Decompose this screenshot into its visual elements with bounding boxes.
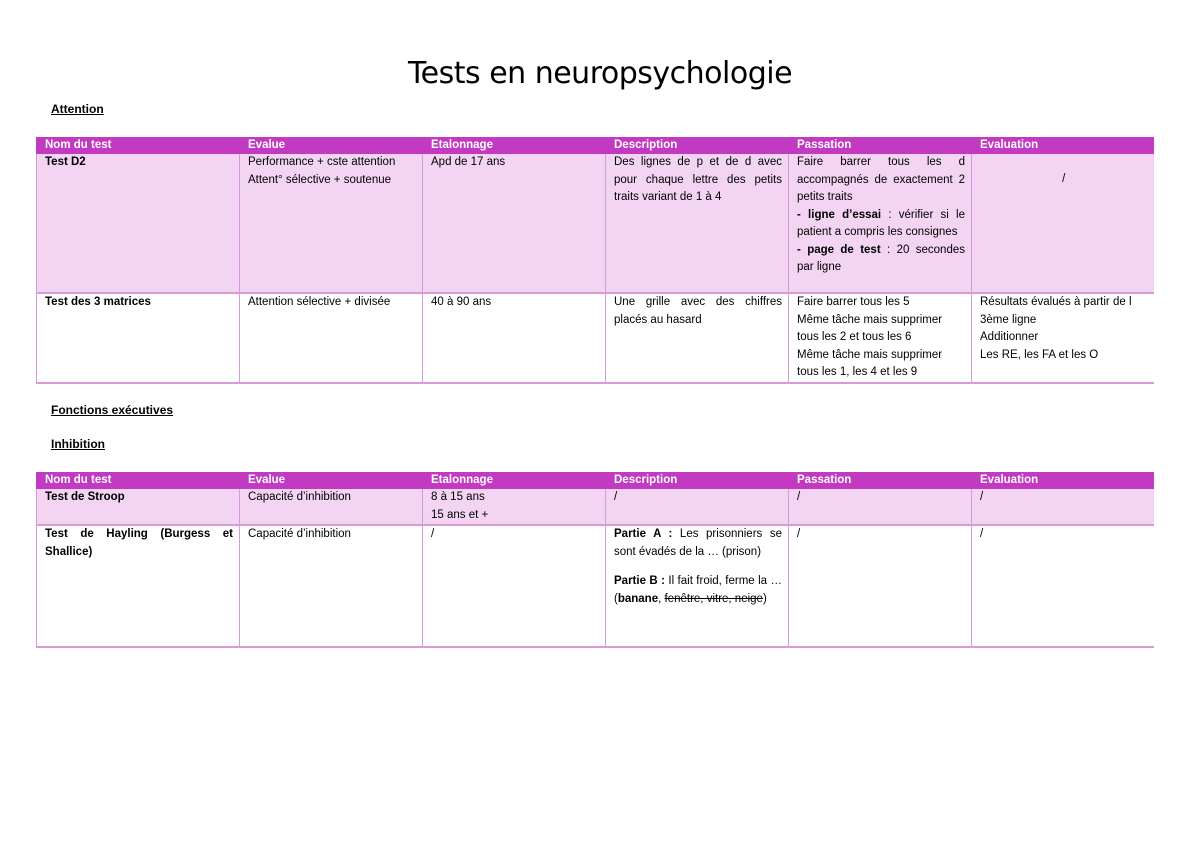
column-header: Description <box>606 137 789 154</box>
page-title: Tests en neuropsychologie <box>407 56 793 91</box>
cell-label: - page de test <box>797 243 881 256</box>
column-header: Description <box>606 472 789 489</box>
cell-line: Les RE, les FA et les O <box>980 348 1099 361</box>
etalonnage-cell: 40 à 90 ans <box>423 293 606 383</box>
test-name-cell: Test D2 <box>37 154 240 293</box>
column-header: Evalue <box>240 472 423 489</box>
passation-cell <box>789 154 972 293</box>
description-cell <box>606 525 789 647</box>
cell-line <box>797 242 965 277</box>
etalonnage-cell <box>423 489 606 525</box>
column-header: Etalonnage <box>423 472 606 489</box>
cell-line <box>614 573 782 608</box>
description-cell: Une grille avec des chiffres placés au hasard <box>606 293 789 383</box>
passation-cell: / <box>789 525 972 647</box>
evalue-cell: Attention sélective + divisée <box>240 293 423 383</box>
cell-label: Partie B : <box>614 575 665 587</box>
cell-line <box>614 526 782 561</box>
cell-text: : 20 secondes par ligne <box>797 243 965 273</box>
cell-text: : vérifier si le patient a compris les consignes <box>797 208 965 238</box>
cell-text: Il fait froid, ferme la … ( <box>614 575 782 605</box>
cell-line: Attent° sélective + soutenue <box>248 173 392 186</box>
column-header: Etalonnage <box>423 137 606 154</box>
column-header: Nom du test <box>37 137 240 154</box>
cell-line: 8 à 15 ans <box>431 491 485 503</box>
evaluation-cell: / <box>972 154 1154 293</box>
cell-line: Additionner <box>980 331 1039 343</box>
evaluation-cell: / <box>972 525 1154 647</box>
table-row <box>37 489 1154 525</box>
cell-line: 15 ans et + <box>431 508 489 521</box>
cell-line: Même tâche mais supprimer tous les 1, les 4 et les 9 <box>797 348 943 378</box>
cell-line: Faire barrer tous les d accompagnés de exactement 2 petits traits <box>797 156 965 203</box>
cell-label: - ligne d’essai <box>797 208 882 221</box>
table-row <box>37 154 1154 293</box>
etalonnage-cell: Apd de 17 ans <box>423 154 606 293</box>
description-cell: Des lignes de p et de d avec pour chaque lettre des petits traits variant de 1 à 4 <box>606 154 789 293</box>
cell-text: , <box>658 592 665 605</box>
column-header: Passation <box>789 137 972 154</box>
cell-strike-text: fenêtre, vitre, neige <box>664 592 763 605</box>
evalue-cell <box>240 154 423 293</box>
description-cell: / <box>606 489 789 525</box>
passation-cell: / <box>789 489 972 525</box>
cell-text: Les prisonniers se sont évadés de la … (prison) <box>614 528 782 558</box>
test-name-cell: Test de Hayling (Burgess et Shallice) <box>37 525 240 647</box>
table-row <box>37 293 1154 383</box>
evaluation-cell: / <box>972 489 1154 525</box>
etalonnage-cell: / <box>423 525 606 647</box>
section-heading-executive: Fonctions exécutives <box>51 403 174 417</box>
cell-line: Résultats évalués à partir de l <box>980 296 1132 308</box>
cell-line: Même tâche mais supprimer tous les 2 et tous les 6 <box>797 313 943 343</box>
cell-bold-text: banane <box>617 592 659 605</box>
cell-line: Performance + cste attention <box>248 156 396 168</box>
inhibition-table <box>36 472 1154 648</box>
column-header: Evaluation <box>972 472 1154 489</box>
cell-text: ) <box>762 592 767 605</box>
section-heading-inhibition: Inhibition <box>51 437 105 451</box>
section-heading-attention: Attention <box>51 102 104 116</box>
cell-line: 3ème ligne <box>980 313 1037 326</box>
attention-table <box>36 137 1154 384</box>
passation-cell <box>789 293 972 383</box>
evalue-cell: Capacité d’inhibition <box>240 489 423 525</box>
evalue-cell: Capacité d’inhibition <box>240 525 423 647</box>
evaluation-cell <box>972 293 1154 383</box>
table-header-row <box>37 137 1154 154</box>
table-row <box>37 525 1154 647</box>
column-header: Evaluation <box>972 137 1154 154</box>
cell-label: Partie A : <box>614 528 673 540</box>
test-name-cell: Test de Stroop <box>37 489 240 525</box>
cell-line <box>797 207 965 242</box>
column-header: Passation <box>789 472 972 489</box>
table-header-row <box>37 472 1154 489</box>
column-header: Nom du test <box>37 472 240 489</box>
column-header: Evalue <box>240 137 423 154</box>
cell-line: Faire barrer tous les 5 <box>797 296 910 308</box>
test-name-cell: Test des 3 matrices <box>37 293 240 383</box>
